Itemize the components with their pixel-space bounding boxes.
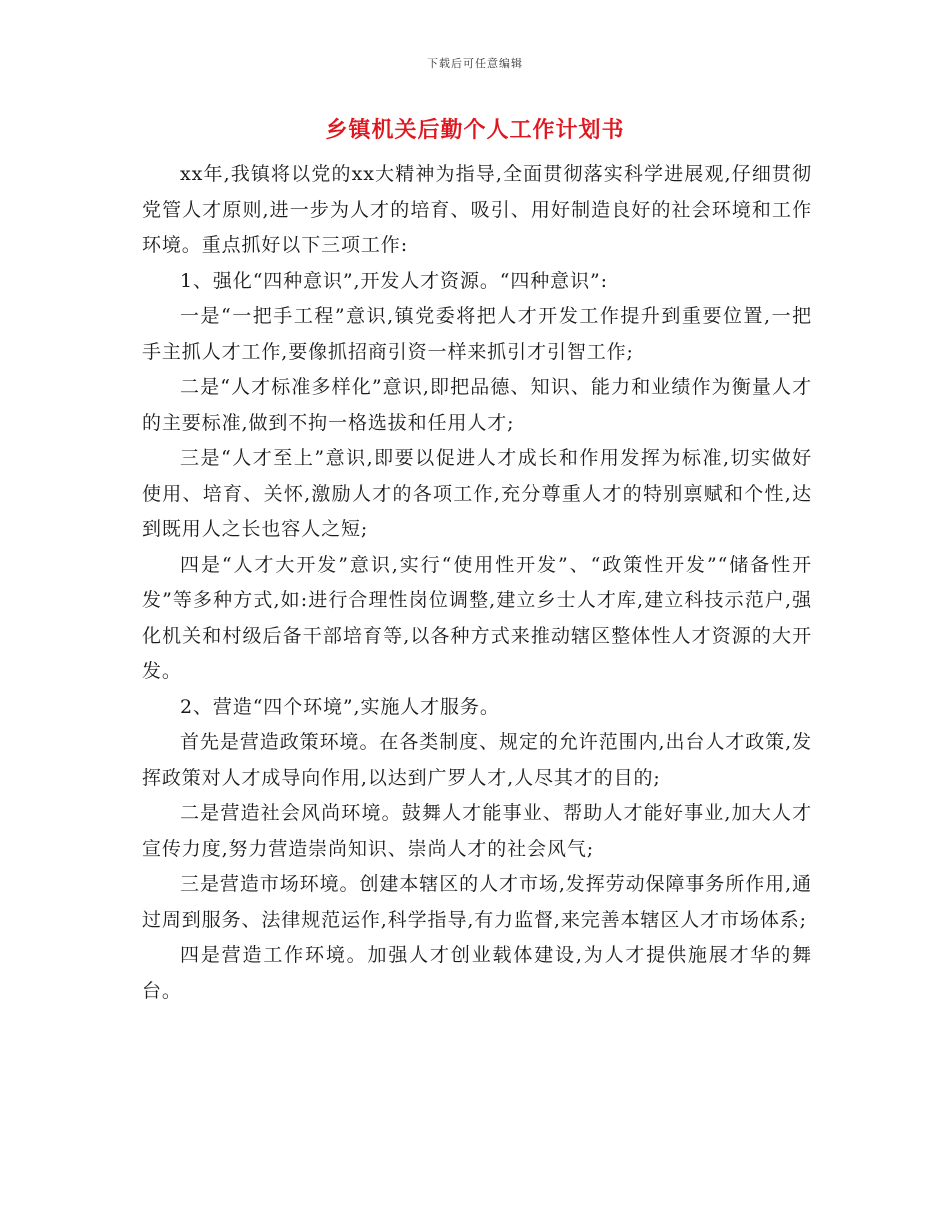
paragraph-section-2-item-2: 二是营造社会风尚环境。鼓舞人才能事业、帮助人才能好事业,加大人才宣传力度,努力营造崇尚知识、崇尚人才的社会风气; [142,802,812,860]
document-body [142,157,812,1009]
document-title: 乡镇机关后勤个人工作计划书 [325,117,625,143]
paragraph-section-1-item-2: 二是“人才标准多样化”意识,即把品德、知识、能力和业绩作为衡量人才的主要标准,做到不拘一格选拔和任用人才; [142,376,812,434]
paragraph-section-2-item-4: 四是营造工作环境。加强人才创业载体建设,为人才提供施展才华的舞台。 [142,944,812,1002]
page-header-note: 下载后可任意编辑 [427,57,523,70]
paragraph-section-2-item-1: 首先是营造政策环境。在各类制度、规定的允许范围内,出台人才政策,发挥政策对人才成导向作用,以达到广罗人才,人尽其才的目的; [142,731,812,789]
paragraph-section-1-heading: 1、强化“四种意识”,开发人才资源。“四种意识”: [180,269,608,292]
paragraph-section-2-heading: 2、营造“四个环境”,实施人才服务。 [180,695,500,718]
paragraph-section-1-item-4: 四是“人才大开发”意识,实行“使用性开发”、“政策性开发”“储备性开发”等多种方式,如:进行合理性岗位调整,建立乡士人才库,建立科技示范户,强化机关和村级后备干部培育等,以各种方式来推动辖区整体性人才资源的大开发。 [142,553,812,682]
paragraph-section-1-item-3: 三是“人才至上”意识,即要以促进人才成长和作用发挥为标准,切实做好使用、培育、关怀,激励人才的各项工作,充分尊重人才的特别禀赋和个性,达到既用人之长也容人之短; [142,447,812,540]
paragraph-section-2-item-3: 三是营造市场环境。创建本辖区的人才市场,发挥劳动保障事务所作用,通过周到服务、法律规范运作,科学指导,有力监督,来完善本辖区人才市场体系; [142,873,812,931]
paragraph-section-1-item-1: 一是“一把手工程”意识,镇党委将把人才开发工作提升到重要位置,一把手主抓人才工作,要像抓招商引资一样来抓引才引智工作; [142,305,812,363]
paragraph-intro: xx年,我镇将以党的xx大精神为指导,全面贯彻落实科学进展观,仔细贯彻党管人才原则,进一步为人才的培育、吸引、用好制造良好的社会环境和工作环境。重点抓好以下三项工作: [142,163,812,256]
